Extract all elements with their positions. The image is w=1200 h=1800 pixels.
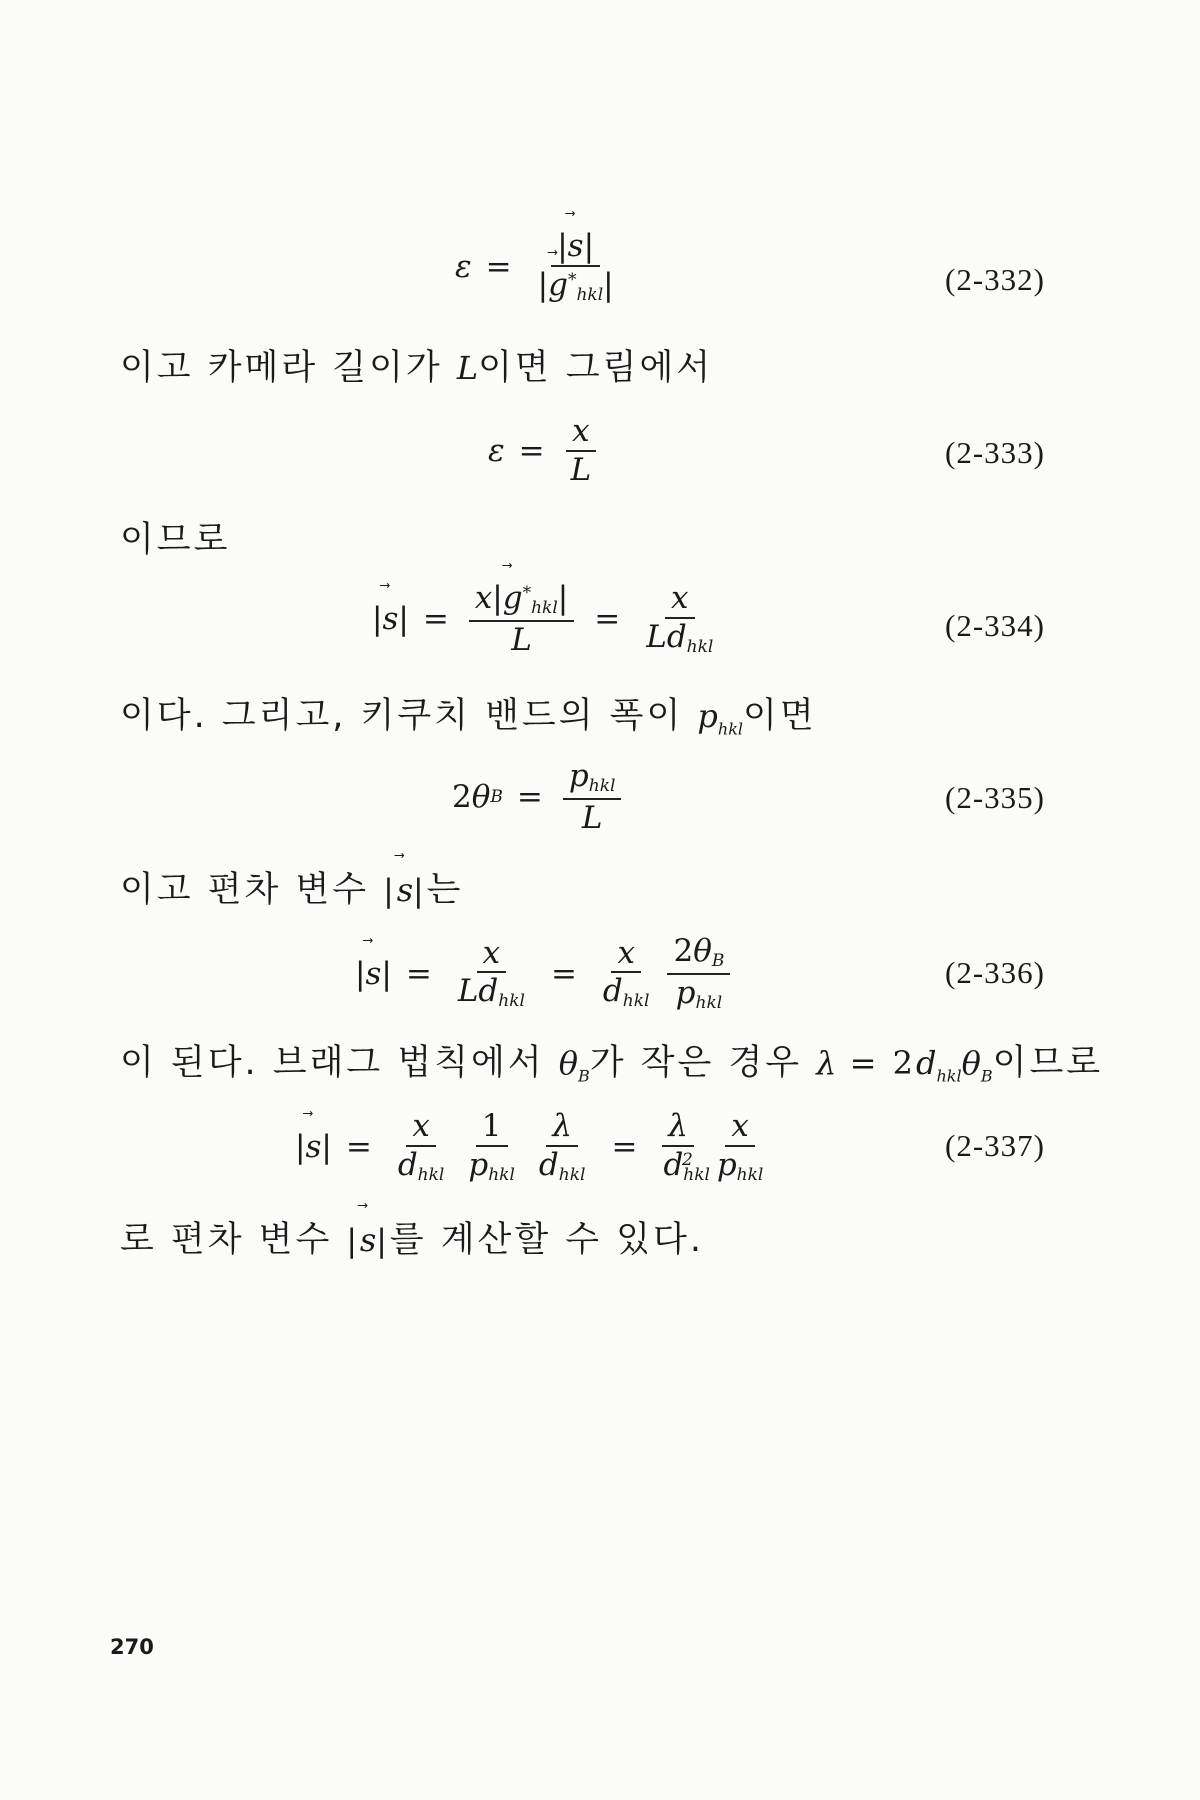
paragraph: 이고 편차 변수 |s ⃗|는	[120, 862, 463, 912]
equation-2-335: 2 θ B = $\frac{p_{hkl}}{L}$	[452, 760, 627, 834]
equation-number: (2-333)	[945, 435, 1045, 470]
paragraph-text: 이고 편차 변수	[120, 870, 384, 910]
paragraph: 이 된다. 브래그 법칙에서 $\theta_B$가 작은 경우 $\lambda = 2d_{hkl}\theta_B$이므로	[120, 1043, 1104, 1086]
paragraph-text: 를 계산할 수 있다.	[389, 1220, 704, 1260]
paragraph: 이다. 그리고, 키쿠치 밴드의 폭이 $p_{hkl}$이면	[120, 696, 817, 739]
equation-2-334: | s ⃗ | = $\frac{x|g ⃗^*_{hkl}|}{L}$ = $\frac{x}{Ld_{hkl}}$	[372, 582, 725, 656]
paragraph-text: 이고 카메라 길이가	[120, 348, 457, 388]
equation-2-336: | s ⃗ | = $\frac{x}{Ld_{hkl}}$ = $\frac{x}{d_{hkl}}$ $\frac{2\theta_B}{p_{hkl}}$	[355, 935, 736, 1013]
paragraph-text: 이다. 그리고, 키쿠치 밴드의 폭이	[120, 696, 698, 736]
equation-2-333: ε = $\frac{x}{L}$	[488, 415, 603, 486]
equation-number: (2-337)	[945, 1128, 1045, 1163]
equation-2-337: | s ⃗ | = $\frac{x}{d_{hkl}}$ $\frac{1}{p_{hkl}}$ $\frac{\lambda}{d_{hkl}}$ = $\frac{\lambda}{d_{hkl}^2}$ $\frac{x}{p_{hkl}}$	[295, 1110, 775, 1184]
paragraph-text: 가 작은 경우	[589, 1043, 817, 1083]
paragraph-text: 이므로	[992, 1043, 1104, 1083]
paragraph-text: 는	[426, 870, 464, 910]
paragraph-text: 이므로	[120, 520, 231, 560]
equation-number: (2-336)	[945, 955, 1045, 990]
paragraph-text: 이 된다. 브래그 법칙에서	[120, 1043, 559, 1083]
equation-number: (2-332)	[945, 262, 1045, 297]
page-number: 270	[110, 1635, 154, 1659]
paragraph-text: 이면	[743, 696, 817, 736]
paragraph	[120, 512, 230, 562]
paragraph: 이고 카메라 길이가 L이면 그림에서	[120, 348, 714, 388]
equation-number: (2-334)	[945, 608, 1045, 643]
equation-number: (2-335)	[945, 780, 1045, 815]
paragraph-text: 로 편차 변수	[120, 1220, 347, 1260]
equation-2-332: ε = $\frac{|s ⃗|}{|g ⃗^*_{hkl}|}$	[455, 230, 626, 304]
paragraph: 로 편차 변수 |s ⃗|를 계산할 수 있다.	[120, 1212, 704, 1262]
paragraph-text: 이면 그림에서	[478, 348, 714, 388]
